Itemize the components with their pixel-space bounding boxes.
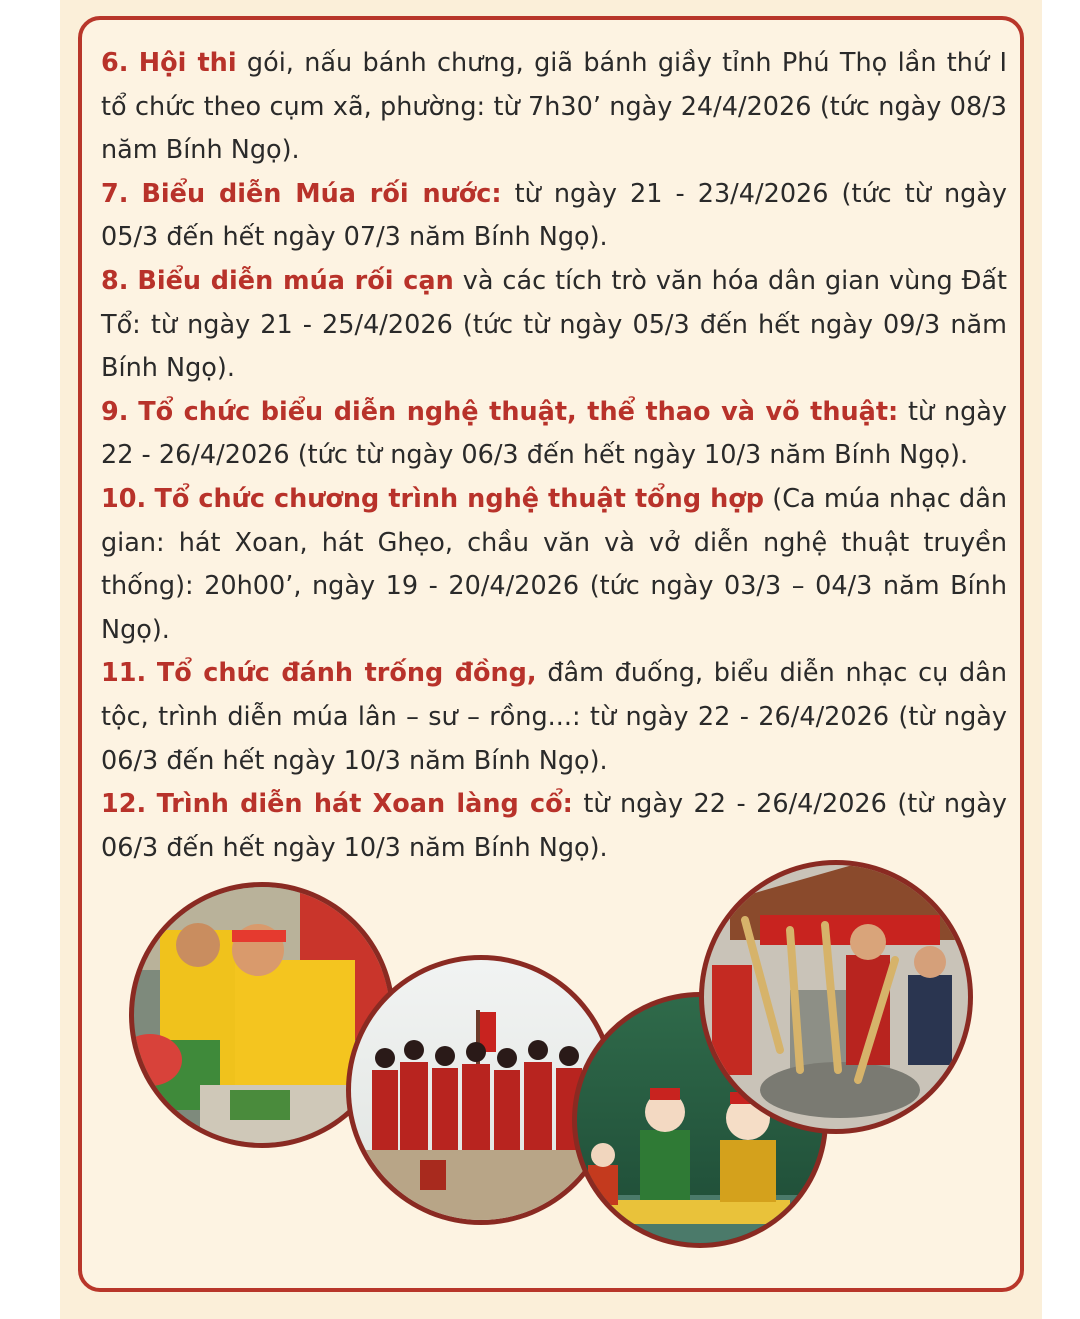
- event-number: 10.: [101, 483, 147, 514]
- event-title: Tổ chức biểu diễn nghệ thuật, thể thao và võ thuật:: [138, 396, 899, 427]
- event-details: (Ca múa nhạc dân gian: hát Xoan, hát Ghẹo, chầu văn và vở diễn nghệ thuật truyền thống): 20h00’, ngày 19 - 20/4/2026 (tức ngày 03/3 – 04/3 năm Bính Ngọ).: [101, 483, 1008, 645]
- event-number: 9.: [101, 396, 129, 427]
- event-details: từ ngày 22 - 26/4/2026 (từ ngày 06/3 đến hết ngày 10/3 năm Bính Ngọ).: [101, 789, 1007, 863]
- event-title: Trình diễn hát Xoan làng cổ:: [156, 789, 573, 820]
- event-title: Biểu diễn Múa rối nước:: [141, 178, 502, 209]
- event-item-8: [101, 260, 1007, 391]
- event-number: 12.: [101, 789, 147, 820]
- event-number: 7.: [101, 178, 129, 209]
- event-item-7: [101, 173, 1007, 260]
- event-title: Biểu diễn múa rối cạn: [137, 265, 454, 296]
- event-item-10: [101, 478, 1007, 652]
- event-title: Tổ chức chương trình nghệ thuật tổng hợp: [154, 483, 765, 514]
- event-details: và các tích trò văn hóa dân gian vùng Đất Tổ: từ ngày 21 - 25/4/2026 (tức từ ngày 05/3 đến hết ngày 09/3 năm Bính Ngọ).: [101, 265, 1008, 384]
- event-item-6: [101, 42, 1007, 173]
- event-details: gói, nấu bánh chưng, giã bánh giầy tỉnh Phú Thọ lần thứ I tổ chức theo cụm xã, phường: từ 7h30’ ngày 24/4/2026 (tức ngày 08/3 năm Bính Ngọ).: [101, 48, 1007, 166]
- event-item-11: [101, 652, 1007, 783]
- event-title: Tổ chức đánh trống đồng,: [156, 658, 537, 689]
- event-item-12: [101, 783, 1007, 870]
- event-number: 11.: [101, 658, 147, 689]
- event-details: từ ngày 21 - 23/4/2026 (tức từ ngày 05/3 đến hết ngày 07/3 năm Bính Ngọ).: [101, 178, 1008, 253]
- event-details: đâm đuống, biểu diễn nhạc cụ dân tộc, trình diễn múa lân – sư – rồng...: từ ngày 22 - 26/4/2026 (từ ngày 06/3 đến hết ngày 10/3 năm Bính Ngọ).: [101, 658, 1007, 776]
- event-item-9: [101, 391, 1007, 478]
- event-number: 8.: [101, 265, 129, 296]
- event-title: Hội thi: [138, 48, 237, 78]
- event-list: [101, 42, 1007, 870]
- event-details: từ ngày 22 - 26/4/2026 (tức từ ngày 06/3 đến hết ngày 10/3 năm Bính Ngọ).: [101, 396, 1008, 471]
- event-number: 6.: [101, 48, 129, 78]
